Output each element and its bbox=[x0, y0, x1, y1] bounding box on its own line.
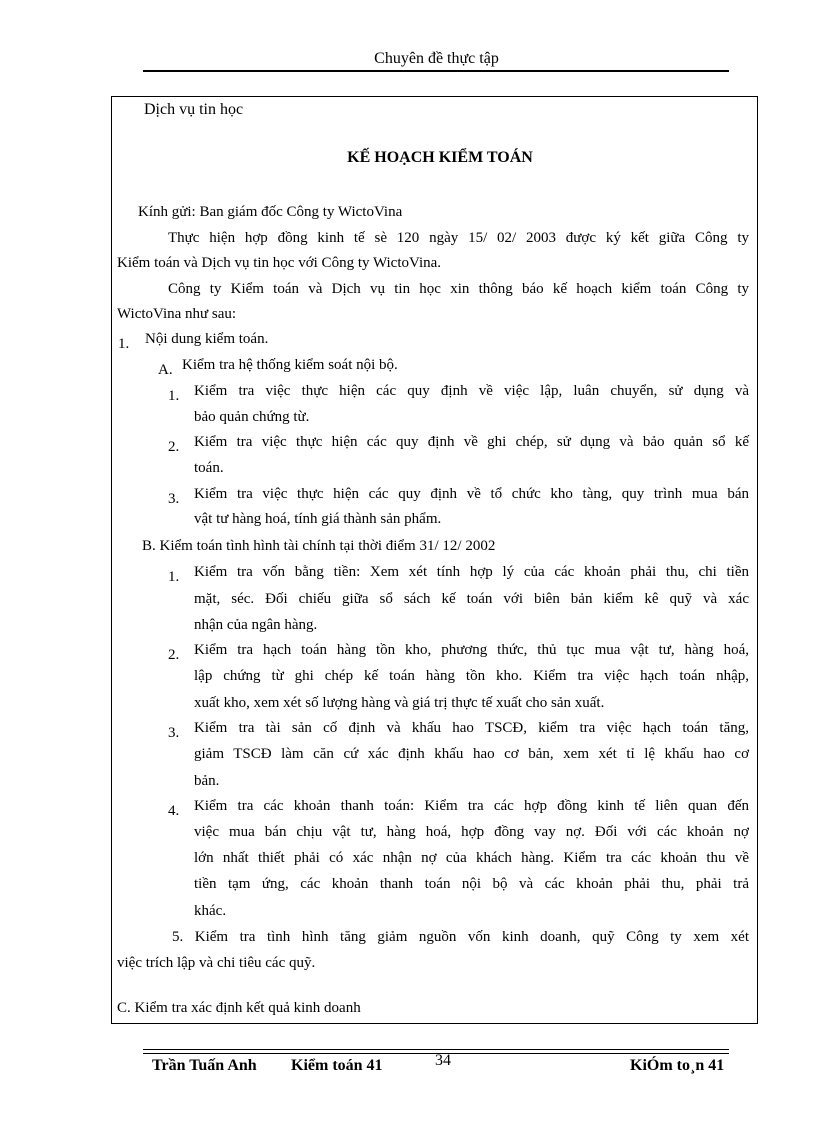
sectionA-item1-line1: Kiểm tra việc thực hiện các quy định về việc lập, luân chuyển, sử dụng và bbox=[194, 383, 749, 399]
sectionA-letter: A. bbox=[158, 362, 173, 378]
footer-class-garbled: KiÓm to¸n 41 bbox=[630, 1057, 725, 1074]
sectionB-item2-line3: xuất kho, xem xét số lượng hàng và giá trị thực tế xuất cho sản xuất. bbox=[194, 695, 605, 711]
footer-rule-top bbox=[143, 1049, 729, 1050]
sectionA-item3-line1: Kiểm tra việc thực hiện các quy định về tổ chức kho tàng, quy trình mua bán bbox=[194, 486, 749, 502]
sectionA-label: Kiểm tra hệ thống kiểm soát nội bộ. bbox=[182, 357, 398, 373]
para2-line1: Công ty Kiểm toán và Dịch vụ tin học xin thông báo kế hoạch kiểm toán Công ty bbox=[168, 281, 749, 297]
para1-line1: Thực hiện hợp đồng kinh tế sè 120 ngày 15/ 02/ 2003 được ký kết giữa Công ty bbox=[168, 230, 749, 246]
para2-line2: WictoVina như sau: bbox=[117, 306, 237, 322]
sectionB-item4-line4: tiền tạm ứng, các khoản thanh toán nội bộ và các khoản phải thu, phải trả bbox=[194, 876, 749, 892]
greeting: Kính gửi: Ban giám đốc Công ty WictoVina bbox=[138, 204, 403, 220]
sectionB-item4-number: 4. bbox=[168, 803, 180, 819]
sectionB-item3-line3: bản. bbox=[194, 773, 220, 789]
sectionB-item2-line1: Kiểm tra hạch toán hàng tồn kho, phương thức, thủ tục mua vật tư, hàng hoá, bbox=[194, 642, 749, 658]
sectionC-label: C. Kiểm tra xác định kết quả kinh doanh bbox=[117, 1000, 361, 1016]
footer-page-number: 34 bbox=[435, 1052, 451, 1069]
page-header-title: Chuyên đề thực tập bbox=[374, 50, 499, 67]
sectionB-item1-line2: mặt, séc. Đối chiếu giữa sổ sách kế toán với biên bản kiểm kê quỹ và xác bbox=[194, 591, 749, 607]
sectionB-item2-line2: lập chứng từ ghi chép kế toán hàng tồn kho. Kiểm tra việc hạch toán nhập, bbox=[194, 668, 749, 684]
plan-title: KẾ HOẠCH KIỂM TOÁN bbox=[347, 149, 533, 166]
sectionB-item5-line2: việc trích lập và chi tiêu các quỹ. bbox=[117, 955, 316, 971]
sectionB-item1-number: 1. bbox=[168, 569, 180, 585]
sectionB-item1-line1: Kiểm tra vốn bằng tiền: Xem xét tính hợp lý của các khoản phải thu, chi tiền bbox=[194, 564, 749, 580]
sectionA-item2-line1: Kiểm tra việc thực hiện các quy định về ghi chép, sử dụng và bảo quản sổ kế bbox=[194, 434, 749, 450]
sectionB-item4-line1: Kiểm tra các khoản thanh toán: Kiểm tra các hợp đồng kinh tế liên quan đến bbox=[194, 798, 749, 814]
section1-label: Nội dung kiểm toán. bbox=[145, 331, 269, 347]
sectionB-item3-line1: Kiểm tra tài sản cố định và khấu hao TSCĐ, kiểm tra việc hạch toán tăng, bbox=[194, 720, 749, 736]
sectionB-item3-number: 3. bbox=[168, 725, 180, 741]
sectionB-item3-line2: giảm TSCĐ làm căn cứ xác định khấu hao cơ bản, xem xét tỉ lệ khấu hao cơ bbox=[194, 746, 749, 762]
sectionA-item1-line2: bảo quản chứng từ. bbox=[194, 409, 310, 425]
sectionA-item3-number: 3. bbox=[168, 491, 180, 507]
section1-number: 1. bbox=[118, 336, 130, 352]
company-name: Dịch vụ tin học bbox=[144, 101, 244, 118]
sectionB-item4-line3: lớn nhất thiết phải có xác nhận nợ của khách hàng. Kiểm tra các khoản thu về bbox=[194, 850, 749, 866]
sectionB-item5-line1: 5. Kiểm tra tình hình tăng giảm nguồn vốn kinh doanh, quỹ Công ty xem xét bbox=[172, 929, 749, 945]
para1-line2: Kiểm toán và Dịch vụ tin học với Công ty WictoVina. bbox=[117, 255, 442, 271]
sectionB-item4-line5: khác. bbox=[194, 903, 227, 919]
footer-class: Kiểm toán 41 bbox=[291, 1057, 383, 1074]
footer-author: Trần Tuấn Anh bbox=[152, 1057, 257, 1074]
sectionB-item2-number: 2. bbox=[168, 647, 180, 663]
sectionA-item1-number: 1. bbox=[168, 388, 180, 404]
sectionB-item4-line2: việc mua bán chịu vật tư, hàng hoá, hợp đồng vay nợ. Đối với các khoản nợ bbox=[194, 824, 749, 840]
sectionB-item1-line3: nhận của ngân hàng. bbox=[194, 617, 318, 633]
sectionA-item2-line2: toán. bbox=[194, 460, 224, 476]
sectionA-item2-number: 2. bbox=[168, 439, 180, 455]
sectionA-item3-line2: vật tư hàng hoá, tính giá thành sản phẩm. bbox=[194, 511, 442, 527]
sectionB-label: B. Kiểm toán tình hình tài chính tại thời điểm 31/ 12/ 2002 bbox=[142, 538, 496, 554]
header-rule bbox=[143, 70, 729, 72]
